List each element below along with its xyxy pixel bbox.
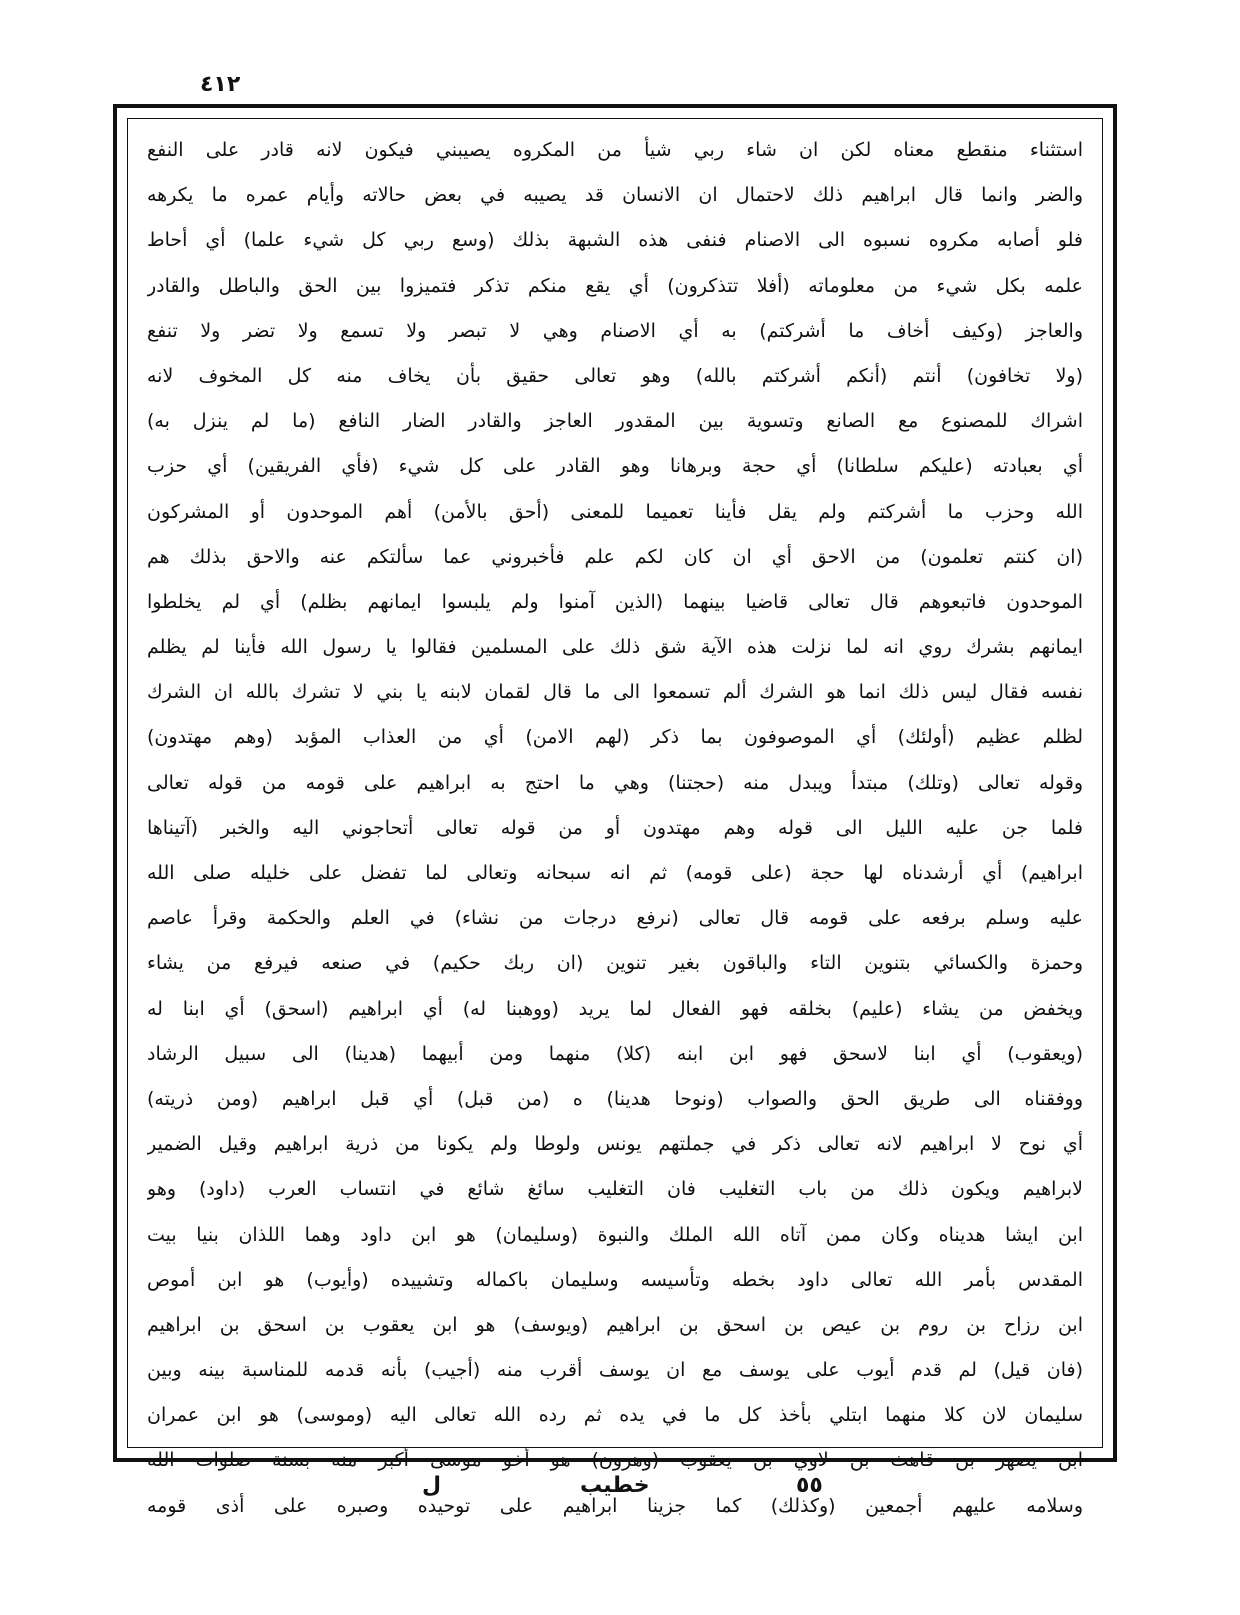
text-line: لظلم عظيم (أولئك) أي الموصوفون بما ذكر (لهم الامن) أي من العذاب المؤبد (وهم مهتدون) [147, 726, 1083, 749]
text-line: ابن رزاح بن روم بن عيص بن اسحق بن ابراهيم (ويوسف) هو ابن يعقوب بن اسحق بن ابراهيم [147, 1313, 1083, 1336]
signature-letter: ل [422, 1473, 442, 1498]
text-line: نفسه فقال ليس ذلك انما هو الشرك ألم تسمعوا الى ما قال لقمان لابنه يا بني لا تشرك بالله ان الشرك [147, 681, 1083, 704]
text-line: الله وحزب ما أشركتم ولم يقل فأينا تعميما للمعنى (أحق بالأمن) أهم الموحدون أو المشركون [147, 500, 1083, 523]
text-line: المقدس بأمر الله تعالى داود بخطه وتأسيسه وسليمان باكماله وتشييده (وأيوب) هو ابن أموص [147, 1268, 1083, 1291]
text-line: اشراك للمصنوع مع الصانع وتسوية بين المقدور العاجز والقادر الضار النافع (ما لم ينزل به) [147, 410, 1083, 433]
text-line: ويخفض من يشاء (عليم) بخلقه فهو الفعال لما يريد (ووهبنا له) أي ابراهيم (اسحق) أي ابنا له [147, 997, 1083, 1020]
signature-number: ٥٥ [796, 1473, 823, 1498]
text-line: علمه بكل شيء من معلوماته (أفلا تتذكرون) أي يقع منكم تذكر فتميزوا بين الحق والباطل والقادر [147, 274, 1083, 297]
text-line: (ان كنتم تعلمون) من الاحق أي ان كان لكم علم فأخبروني عما سألتكم عنه والاحق بذلك هم [147, 545, 1083, 568]
text-line: أي نوح لا ابراهيم لانه تعالى ذكر في جملتهم يونس ولوطا ولم يكونا من ذرية ابراهيم وقيل الضمير [147, 1133, 1083, 1156]
text-line: (ولا تخافون) أنتم (أنكم أشركتم بالله) وهو تعالى حقيق بأن يخاف منه كل المخوف لانه [147, 364, 1083, 387]
page-number: ٤١٢ [200, 72, 241, 97]
page-footer [0, 1473, 1240, 1513]
text-line: استثناء منقطع معناه لكن ان شاء ربي شيأ من المكروه يصيبني فيكون لانه قادر على النفع [147, 139, 1083, 161]
text-line: ايمانهم بشرك روي انه لما نزلت هذه الآية شق ذلك على المسلمين فقالوا يا رسول الله فأينا لم يظلم [147, 636, 1083, 659]
text-line: الموحدون فاتبعوهم قال تعالى قاضيا بينهما (الذين آمنوا ولم يلبسوا ايمانهم بظلم) أي لم يخلطوا [147, 590, 1083, 613]
text-line: ابراهيم) أي أرشدناه لها حجة (على قومه) ثم انه سبحانه وتعالى لما تفضل على خليله صلى الله [147, 862, 1083, 884]
signature-word: خطيب [580, 1473, 650, 1498]
text-line: لابراهيم ويكون ذلك من باب التغليب فان التغليب سائغ شائع في انتساب العرب (داود) وهو [147, 1178, 1083, 1201]
text-line: ابن يصهر بن قاهث بن لاوي بن يعقوب (وهرون) هو أخو موسى أكبر منه بسنة صلوات الله [147, 1449, 1083, 1472]
text-line: فلو أصابه مكروه نسبوه الى الاصنام فنفى هذه الشبهة بذلك (وسع ربي كل شيء علما) أي أحاط [147, 229, 1083, 252]
text-line: سليمان لان كلا منهما ابتلي بأخذ كل ما في يده ثم رده الله تعالى اليه (وموسى) هو ابن عمران [147, 1404, 1083, 1427]
text-line: والضر وانما قال ابراهيم ذلك لاحتمال ان الانسان قد يصيبه في بعض حالاته وأيام عمره ما يكرهه [147, 184, 1083, 207]
text-line: فلما جن عليه الليل الى قوله وهم مهتدون أو من قوله تعالى أتحاجوني اليه والخبر (آتيناها [147, 816, 1083, 839]
text-line: والعاجز (وكيف أخاف ما أشركتم) به أي الاصنام وهي لا تبصر ولا تسمع ولا تضر ولا تنفع [147, 319, 1083, 342]
text-line: ابن ايشا هديناه وكان ممن آتاه الله الملك والنبوة (وسليمان) هو ابن داود وهما اللذان بنيا بيت [147, 1223, 1083, 1246]
text-line: (ويعقوب) أي ابنا لاسحق فهو ابن ابنه (كلا) منهما ومن أبيهما (هدينا) الى سبيل الرشاد [147, 1042, 1083, 1065]
text-line: عليه وسلم برفعه على قومه قال تعالى (نرفع درجات من نشاء) في العلم والحكمة وقرأ عاصم [147, 907, 1083, 930]
text-line: وسلامه عليهم أجمعين (وكذلك) كما جزينا ابراهيم على توحيده وصبره على أذى قومه [147, 1494, 1083, 1517]
text-line: وحمزة والكسائي بتنوين التاء والباقون بغير تنوين (ان ربك حكيم) في صنعه فيرفع من يشاء [147, 952, 1083, 975]
text-line: ووفقناه الى طريق الحق والصواب (ونوحا هدينا) ه (من قبل) أي قبل ابراهيم (ومن ذريته) [147, 1087, 1083, 1110]
text-line: وقوله تعالى (وتلك) مبتدأ ويبدل منه (حجتنا) وهي ما احتج به ابراهيم على قومه من قوله تعالى [147, 771, 1083, 794]
text-line: (فان قيل) لم قدم أيوب على يوسف مع ان يوسف أقرب منه (أجيب) بأنه قدمه للمناسبة بينه وبين [147, 1359, 1083, 1382]
text-line: أي بعبادته (عليكم سلطانا) أي حجة وبرهانا وهو القادر على كل شيء (فأي الفريقين) أي حزب [147, 455, 1083, 478]
